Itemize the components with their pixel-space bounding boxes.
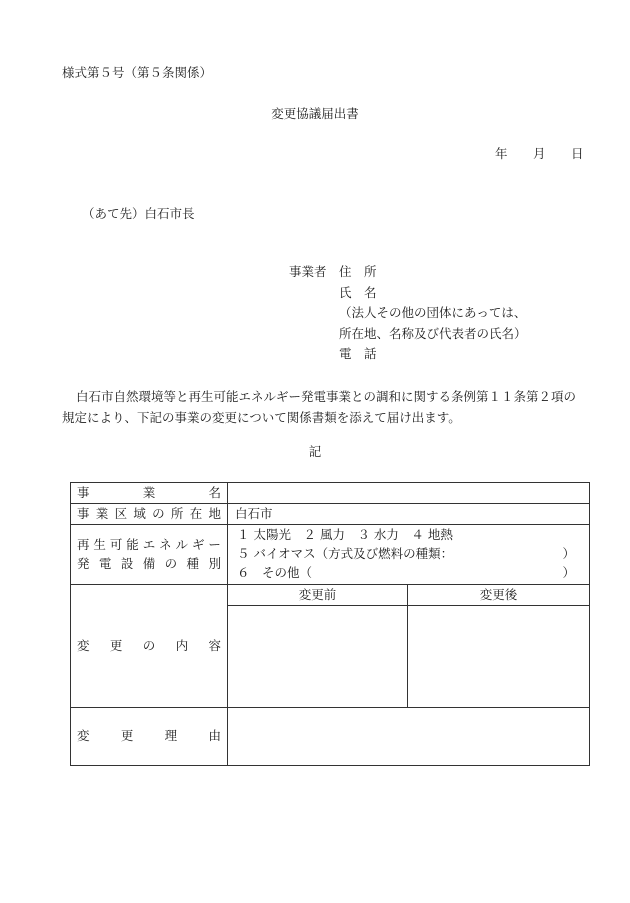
change-reason-value (228, 708, 590, 766)
addressee: （あて先）白石市長 (82, 206, 195, 221)
energy-options-line1: １ 太陽光 ２ 風力 ３ 水力 ４ 地熱 (237, 527, 453, 543)
energy-type-row (71, 525, 590, 585)
before-change-value (228, 606, 408, 708)
change-content-label: 変 更 の 内 容 (71, 585, 228, 708)
applicant-block (289, 266, 527, 369)
phone-label: 電 話 (339, 346, 377, 361)
change-content-header-row (71, 585, 590, 606)
energy-type-label: 再 生 可 能 エ ネ ル ギ ー 発 電 設 備 の 種 別 (71, 525, 228, 585)
name-label: 氏 名 (339, 284, 377, 300)
business-area-value: 白石市 (228, 504, 590, 525)
corporate-note-line2: 所在地、名称及び代表者の氏名） (339, 325, 527, 341)
change-reason-row (71, 708, 590, 766)
ki-heading: 記 (308, 444, 322, 459)
form-number: 様式第５号（第５条関係） (62, 65, 213, 80)
business-name-value (228, 483, 590, 504)
year-label: 年 (495, 146, 508, 161)
business-area-row (71, 504, 590, 525)
month-label: 月 (533, 146, 546, 161)
after-change-header: 変更後 (408, 585, 590, 606)
detail-table (70, 482, 590, 766)
body-text: 白石市自然環境等と再生可能エネルギー発電事業との調和に関する条例第１１条第２項の規定により、下記の事業の変更について関係書類を添えて届け出ます。 (62, 389, 577, 425)
business-name-row (71, 483, 590, 504)
corporate-note-line1: （法人その他の団体にあっては、 (339, 305, 527, 320)
after-change-value (408, 606, 590, 708)
before-change-header: 変更前 (228, 585, 408, 606)
address-label: 住 所 (339, 264, 377, 279)
energy-options-line3: ６ その他（ (237, 565, 313, 581)
document-title: 変更協議届出書 (271, 106, 359, 121)
day-label: 日 (571, 146, 584, 161)
business-area-label: 事 業 区 域 の 所 在 地 (71, 504, 228, 525)
energy-type-options: １ 太陽光 ２ 風力 ３ 水力 ４ 地熱 ５ バイオマス（方式及び燃料の種類： ） ６ その他（ ） (228, 525, 590, 585)
date-line (495, 148, 584, 161)
applicant-heading: 事業者 (289, 264, 327, 279)
business-name-label: 事 業 名 (71, 483, 228, 504)
change-reason-label: 変 更 理 由 (71, 708, 228, 766)
energy-options-line2: ５ バイオマス（方式及び燃料の種類： (237, 546, 454, 562)
